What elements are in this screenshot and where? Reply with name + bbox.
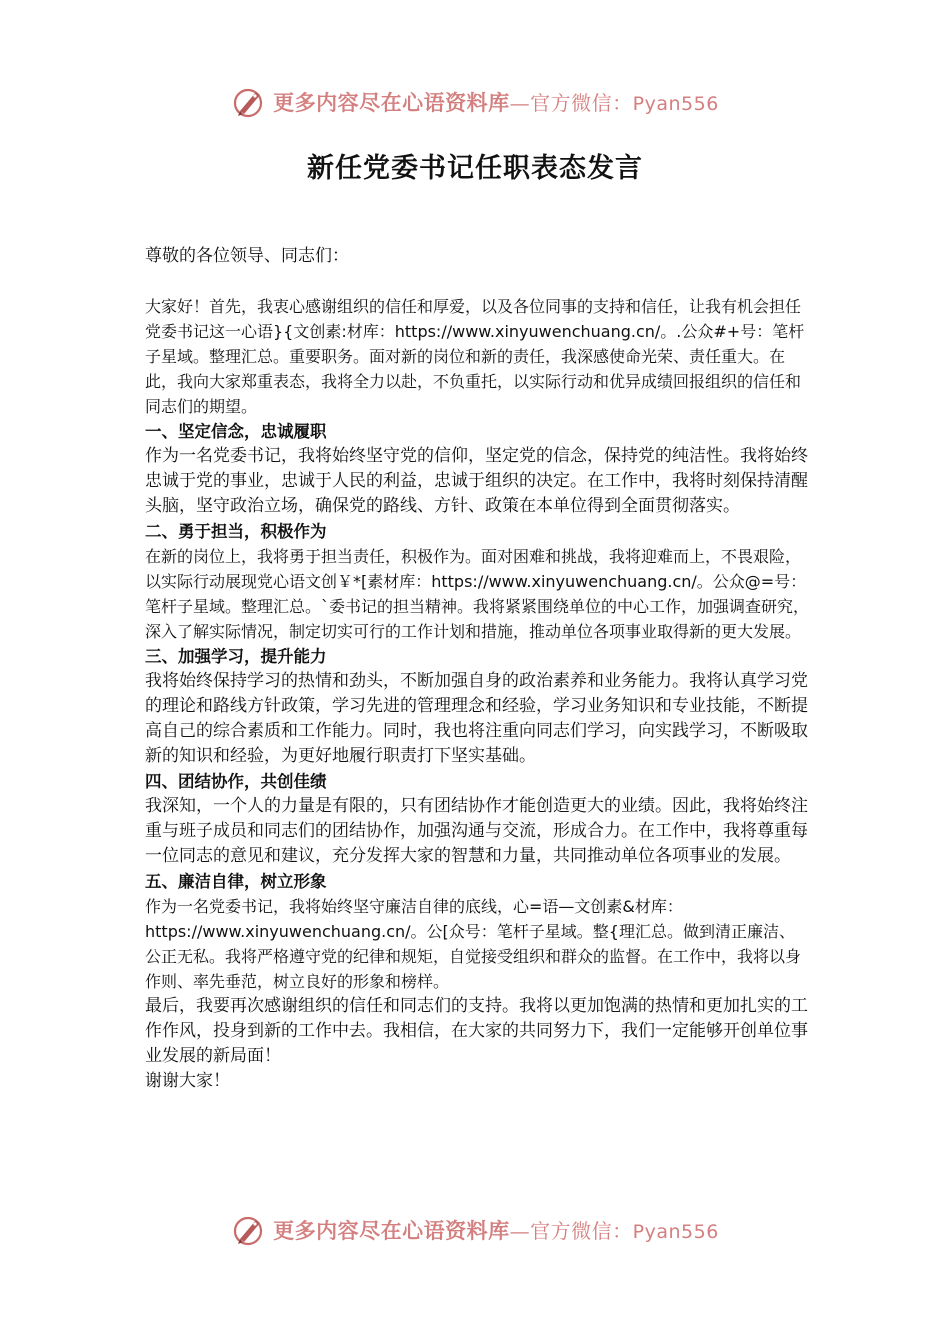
- section-body: 作为一名党委书记，我将始终坚守廉洁自律的底线，心=语—文创素&材库：https://www.xinyuwenchuang.cn/。公[众号：笔杆子星域。整{理汇总。做到清正廉洁、公正无私。我将严格遵守党的纪律和规矩，自觉接受组织和群众的监督。在工作中，我将以身作则、率先垂范，树立良好的形象和榜样。: [145, 897, 802, 991]
- document-title: 新任党委书记任职表态发言: [307, 153, 643, 184]
- section-body: 作为一名党委书记，我将始终坚守党的信仰，坚定党的信念，保持党的纯洁性。我将始终忠诚于党的事业，忠诚于人民的利益，忠诚于组织的决定。在工作中，我将时刻保持清醒头脑，坚守政治立场，确保党的路线、方针、政策在本单位得到全面贯彻落实。: [145, 446, 808, 516]
- watermark-handle: Pyan556: [632, 1221, 719, 1243]
- section-body: 我将始终保持学习的热情和劲头，不断加强自身的政治素养和业务能力。我将认真学习党的理论和路线方针政策，学习先进的管理理念和经验，学习业务知识和专业技能，不断提高自己的综合素质和工作能力。同时，我也将注重向同志们学习，向实践学习，不断吸取新的知识和经验，为更好地履行职责打下坚实基础。: [145, 671, 808, 766]
- watermark-handle: Pyan556: [632, 93, 719, 115]
- watermark-brand: 更多内容尽在心语资料库: [273, 90, 510, 115]
- section-heading: 三、加强学习，提升能力: [145, 647, 327, 666]
- intro-paragraph: 大家好！首先，我衷心感谢组织的信任和厚爱，以及各位同事的支持和信任，让我有机会担任党委书记这一心语}{文创素:材库：https://www.xinyuwenchuang.cn/。.公众#+号：笔杆子星域。整理汇总。重要职务。面对新的岗位和新的责任，我深感使命光荣、责任重大。在此，我向大家郑重表态，我将全力以赴，不负重托，以实际行动和优异成绩回报组织的信任和同志们的期望。: [145, 297, 805, 416]
- watermark-official: —官方微信：: [509, 91, 633, 115]
- section-heading: 五、廉洁自律，树立形象: [145, 872, 327, 891]
- watermark-text: [273, 1215, 719, 1245]
- document-body: [145, 244, 810, 1094]
- section-heading: 四、团结协作，共创佳绩: [145, 772, 327, 791]
- watermark-text: [273, 87, 719, 117]
- closing-paragraph: 最后，我要再次感谢组织的信任和同志们的支持。我将以更加饱满的热情和更加扎实的工作作风，投身到新的工作中去。我相信，在大家的共同努力下，我们一定能够开创单位事业发展的新局面！: [145, 996, 808, 1066]
- greeting: 尊敬的各位领导、同志们：: [145, 246, 349, 266]
- watermark-official: —官方微信：: [509, 1219, 633, 1243]
- pen-nib-logo-icon: [231, 84, 267, 120]
- header-watermark: [0, 80, 950, 124]
- section-body: 在新的岗位上，我将勇于担当责任，积极作为。面对困难和挑战，我将迎难而上，不畏艰险，以实际行动展现党心语文创￥*[素材库：https://www.xinyuwenchuang.cn/。公众@=号：笔杆子星域。整理汇总。`委书记的担当精神。我将紧紧围绕单位的中心工作，加强调查研究，深入了解实际情况，制定切实可行的工作计划和措施，推动单位各项事业取得新的更大发展。: [145, 547, 810, 641]
- thanks-line: 谢谢大家！: [145, 1071, 230, 1091]
- footer-watermark: [0, 1208, 950, 1252]
- section-body: 我深知，一个人的力量是有限的，只有团结协作才能创造更大的业绩。因此，我将始终注重与班子成员和同志们的团结协作，加强沟通与交流，形成合力。在工作中，我将尊重每一位同志的意见和建议，充分发挥大家的智慧和力量，共同推动单位各项事业的发展。: [145, 796, 808, 866]
- section-heading: 一、坚定信念，忠诚履职: [145, 422, 327, 441]
- section-heading: 二、勇于担当，积极作为: [145, 522, 327, 541]
- pen-nib-logo-icon: [231, 1212, 267, 1248]
- watermark-brand: 更多内容尽在心语资料库: [273, 1218, 510, 1243]
